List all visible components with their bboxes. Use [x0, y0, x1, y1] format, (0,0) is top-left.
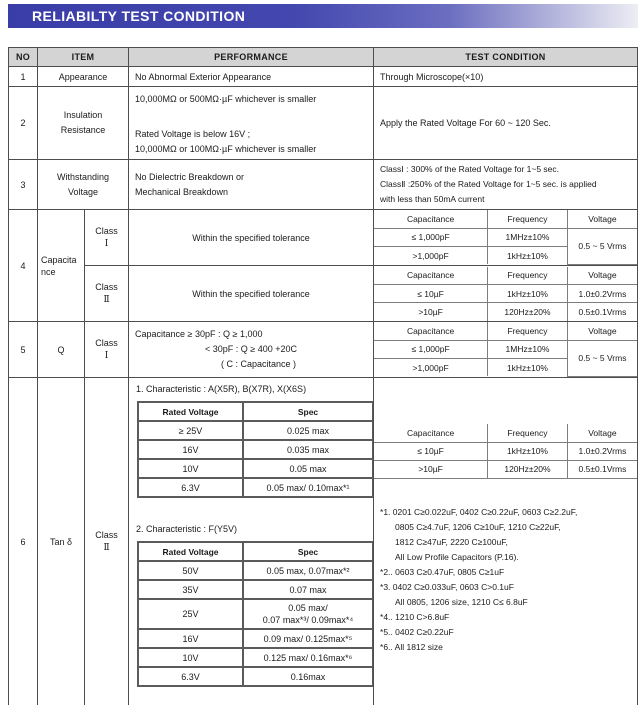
table-row	[9, 322, 638, 378]
voltage-header: Voltage	[567, 322, 637, 340]
characteristic1-title: 1. Characteristic : A(X5R), B(X7R), X(X6S)	[136, 384, 307, 394]
row3-item: Withstanding Voltage	[38, 160, 129, 210]
table-row	[9, 266, 638, 322]
voltage-cell: 0.5±0.1Vrms	[567, 460, 637, 478]
footnote-line: *1. 0201 C≥0.022uF, 0402 C≥0.22uF, 0603 C≥2.2uF,	[380, 506, 578, 517]
row4-class1-condition	[374, 210, 638, 266]
voltage-cell: 0.5 ~ 5 Vrms	[567, 228, 637, 264]
footnotes	[374, 479, 637, 659]
row4-class2-performance: Within the specified tolerance	[129, 266, 374, 322]
frequency-cell: 120Hz±20%	[488, 303, 568, 321]
row4-class2-label: Class Ⅱ	[85, 266, 129, 322]
row2-condition: Apply the Rated Voltage For 60 ~ 120 Sec.	[374, 87, 638, 160]
row3-performance: No Dielectric Breakdown or Mechanical Breakdown	[129, 160, 374, 210]
rated-voltage-cell: 35V	[138, 580, 243, 599]
capacitance-cell: ≤ 1,000pF	[374, 340, 488, 358]
class2-condition-table	[374, 424, 637, 479]
row6-performance	[129, 378, 374, 705]
row1-no: 1	[9, 67, 38, 87]
row6-no: 6	[9, 378, 38, 705]
voltage-cell: 0.5±0.1Vrms	[567, 303, 637, 321]
frequency-cell: 1kHz±10%	[488, 442, 568, 460]
footnote-line: All 0805, 1206 size, 1210 C≤ 6.8uF	[395, 596, 528, 607]
reliability-test-table	[8, 47, 638, 705]
capacitance-header: Capacitance	[374, 322, 488, 340]
row4-class2-condition	[374, 266, 638, 322]
capacitance-header: Capacitance	[374, 210, 488, 228]
footnote-line: *5.. 0402 C≥0.22uF	[380, 626, 454, 637]
footnote-line: *2.. 0603 C≥0.47uF, 0805 C≥1uF	[380, 566, 505, 577]
rated-voltage-cell: 16V	[138, 629, 243, 648]
footnote-line: *4.. 1210 C>6.8uF	[380, 611, 450, 622]
spec-cell: 0.125 max/ 0.16max*⁶	[243, 648, 373, 667]
table-row	[9, 67, 638, 87]
row2-item: Insulation Resistance	[38, 87, 129, 160]
frequency-cell: 1kHz±10%	[488, 358, 568, 376]
spec-cell: 0.07 max	[243, 580, 373, 599]
rated-voltage-cell: 25V	[138, 599, 243, 629]
table-header-row	[9, 48, 638, 67]
footnote-line: All Low Profile Capacitors (P.16).	[395, 551, 519, 562]
voltage-header: Voltage	[567, 267, 637, 285]
spec-cell: 0.035 max	[243, 440, 373, 459]
rated-voltage-header: Rated Voltage	[138, 542, 243, 561]
frequency-cell: 1kHz±10%	[488, 285, 568, 303]
voltage-cell: 1.0±0.2Vrms	[567, 285, 637, 303]
row2-no: 2	[9, 87, 38, 160]
page-title: RELIABILTY TEST CONDITION	[32, 8, 246, 24]
frequency-header: Frequency	[488, 322, 568, 340]
rated-voltage-cell: 50V	[138, 561, 243, 580]
spec-cell: 0.05 max/ 0.10max*¹	[243, 478, 373, 497]
rated-voltage-cell: 16V	[138, 440, 243, 459]
class2-condition-table	[374, 267, 637, 321]
spec-header: Spec	[243, 542, 373, 561]
characteristic2-title: 2. Characteristic : F(Y5V)	[136, 524, 238, 534]
footnote-line: 1812 C≥47uF, 2220 C≥100uF,	[395, 536, 508, 547]
row5-no: 5	[9, 322, 38, 378]
capacitance-cell: >1,000pF	[374, 358, 488, 376]
rated-voltage-cell: 10V	[138, 459, 243, 478]
tan-delta-spec-table-2	[137, 541, 374, 687]
col-header-performance: PERFORMANCE	[129, 48, 374, 67]
table-row	[9, 378, 638, 705]
voltage-header: Voltage	[567, 424, 637, 442]
col-header-no: NO	[9, 48, 38, 67]
row4-class1-label: Class Ⅰ	[85, 210, 129, 266]
frequency-header: Frequency	[488, 267, 568, 285]
rated-voltage-header: Rated Voltage	[138, 402, 243, 421]
capacitance-header: Capacitance	[374, 424, 488, 442]
row3-condition: ClassⅠ : 300% of the Rated Voltage for 1~5 sec. ClassⅡ :250% of the Rated Voltage for 1~5 sec. is applied with less than 50mA current	[374, 160, 638, 210]
table-row	[9, 210, 638, 266]
class1-condition-table	[374, 322, 637, 377]
row4-class1-performance: Within the specified tolerance	[129, 210, 374, 266]
tan-delta-spec-table-1	[137, 401, 374, 498]
voltage-cell: 1.0±0.2Vrms	[567, 442, 637, 460]
footnote-line: *6.. All 1812 size	[380, 641, 443, 652]
voltage-cell: 0.5 ~ 5 Vrms	[567, 340, 637, 376]
col-header-test-condition: TEST CONDITION	[374, 48, 638, 67]
row4-no: 4	[9, 210, 38, 322]
footnote-line: 0805 C≥4.7uF, 1206 C≥10uF, 1210 C≥22uF,	[395, 521, 561, 532]
spec-header: Spec	[243, 402, 373, 421]
class1-condition-table	[374, 210, 637, 265]
capacitance-header: Capacitance	[374, 267, 488, 285]
capacitance-cell: ≤ 1,000pF	[374, 228, 488, 246]
spec-cell: 0.16max	[243, 667, 373, 686]
row4-item: Capacitance	[38, 210, 85, 322]
spec-cell: 0.05 max, 0.07max*²	[243, 561, 373, 580]
frequency-header: Frequency	[488, 424, 568, 442]
spec-cell: 0.05 max/ 0.07 max*³/ 0.09max*⁴	[243, 599, 373, 629]
row5-class-label: Class Ⅰ	[85, 322, 129, 378]
capacitance-cell: >1,000pF	[374, 246, 488, 264]
section-banner	[8, 4, 638, 28]
rated-voltage-cell: 10V	[138, 648, 243, 667]
rated-voltage-cell: ≥ 25V	[138, 421, 243, 440]
frequency-cell: 1kHz±10%	[488, 246, 568, 264]
spec-cell: 0.025 max	[243, 421, 373, 440]
frequency-cell: 1MHz±10%	[488, 340, 568, 358]
rated-voltage-cell: 6.3V	[138, 478, 243, 497]
spec-cell: 0.05 max	[243, 459, 373, 478]
row5-performance: Capacitance ≥ 30pF : Q ≥ 1,000 < 30pF : Q ≥ 400 +20C ( C : Capacitance )	[129, 322, 374, 378]
row5-item: Q	[38, 322, 85, 378]
capacitance-cell: ≤ 10µF	[374, 285, 488, 303]
table-row	[9, 160, 638, 210]
row6-class-label: Class Ⅱ	[85, 378, 129, 705]
frequency-cell: 1MHz±10%	[488, 228, 568, 246]
table-row	[9, 87, 638, 160]
row1-performance: No Abnormal Exterior Appearance	[129, 67, 374, 87]
capacitance-cell: >10µF	[374, 303, 488, 321]
row1-item: Appearance	[38, 67, 129, 87]
row3-no: 3	[9, 160, 38, 210]
voltage-header: Voltage	[567, 210, 637, 228]
col-header-item: ITEM	[38, 48, 129, 67]
row5-condition	[374, 322, 638, 378]
spec-cell: 0.09 max/ 0.125max*⁵	[243, 629, 373, 648]
row2-performance: 10,000MΩ or 500MΩ·µF whichever is smaller Rated Voltage is below 16V ; 10,000MΩ or 100MΩ·µF whichever is smaller	[129, 87, 374, 160]
rated-voltage-cell: 6.3V	[138, 667, 243, 686]
footnote-line: *3. 0402 C≥0.033uF, 0603 C>0.1uF	[380, 581, 514, 592]
capacitance-cell: >10µF	[374, 460, 488, 478]
row6-item: Tan δ	[38, 378, 85, 705]
row6-condition	[374, 378, 638, 705]
row1-condition: Through Microscope(×10)	[374, 67, 638, 87]
frequency-cell: 120Hz±20%	[488, 460, 568, 478]
frequency-header: Frequency	[488, 210, 568, 228]
capacitance-cell: ≤ 10µF	[374, 442, 488, 460]
